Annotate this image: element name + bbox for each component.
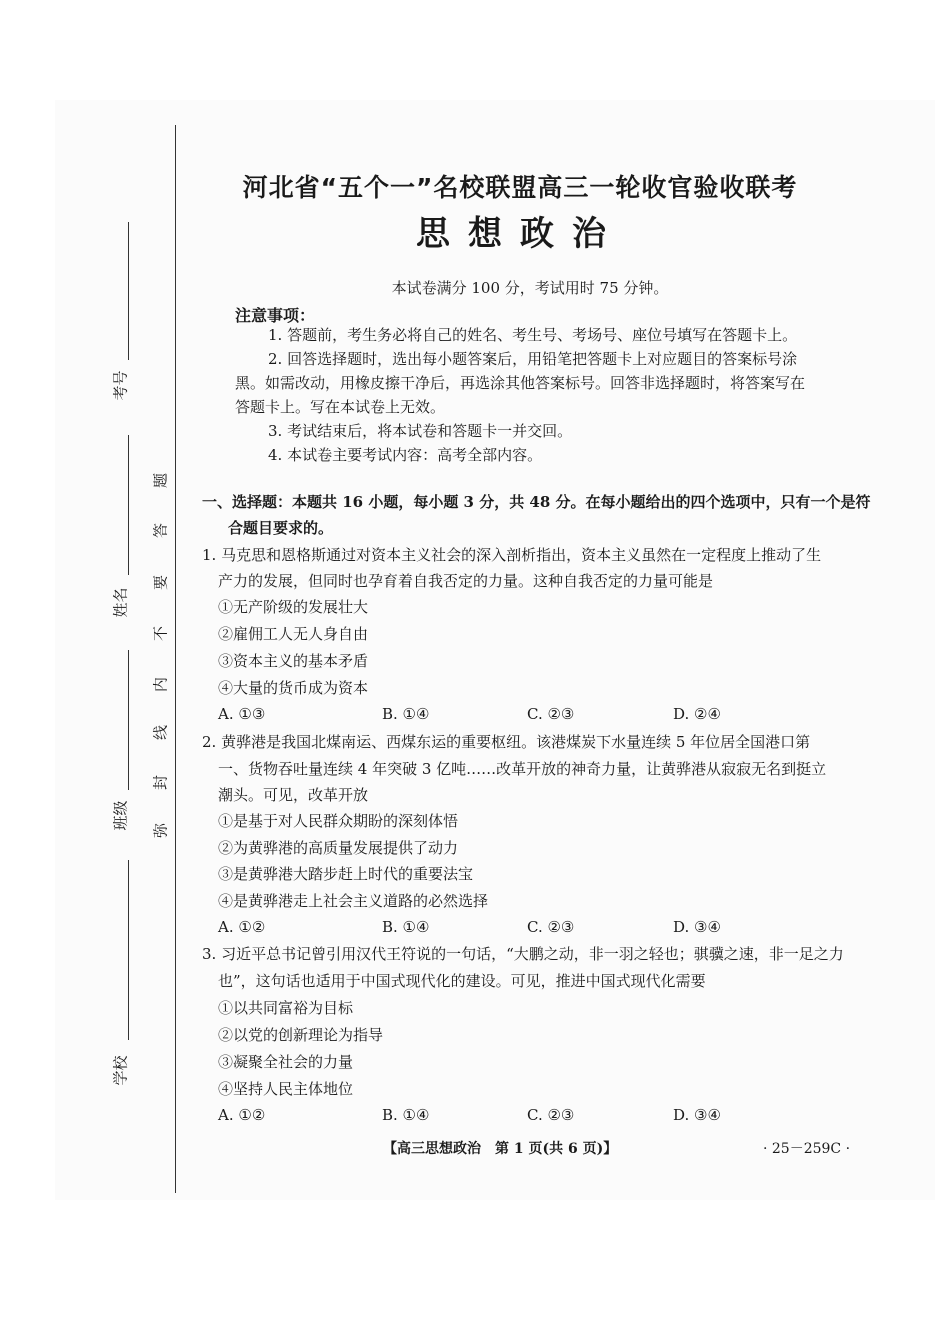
statement-item: ②为黄骅港的高质量发展提供了动力 [218, 839, 459, 857]
seal-char: 答 [151, 523, 170, 539]
note-line: 1. 答题前，考生务必将自己的姓名、考生号、考场号、座位号填写在答题卡上。 [268, 326, 798, 344]
choice-d: D. ③④ [673, 1106, 721, 1124]
note-line: 2. 回答选择题时，选出每小题答案后，用铅笔把答题卡上对应题目的答案标号涂 [268, 350, 798, 368]
statement-item: ③凝聚全社会的力量 [218, 1053, 354, 1071]
choice-a: A. ①③ [218, 705, 266, 723]
statement-item: ④坚持人民主体地位 [218, 1080, 354, 1098]
statement-item: ①无产阶级的发展壮大 [218, 598, 369, 616]
class-label: 班级 [111, 800, 130, 831]
note-line: 3. 考试结束后，将本试卷和答题卡一并交回。 [268, 422, 573, 440]
exam-no-label: 考号 [111, 370, 130, 401]
notes-heading: 注意事项： [235, 306, 316, 325]
statement-item: ①是基于对人民群众期盼的深刻体悟 [218, 812, 459, 830]
school-label: 学校 [111, 1055, 130, 1086]
choice-a: A. ①② [218, 1106, 266, 1124]
subject-title: 思想政治 [416, 214, 624, 254]
question-stem: 3. 习近平总书记曾引用汉代王符说的一句话，“大鹏之动，非一羽之轻也；骐骥之速，非一足之力 [202, 945, 844, 963]
choice-d: D. ②④ [673, 705, 721, 723]
choice-a: A. ①② [218, 918, 266, 936]
question-stem: 产力的发展，但同时也孕育着自我否定的力量。这种自我否定的力量可能是 [218, 572, 714, 590]
question-stem: 也”，这句话也适用于中国式现代化的建设。可见，推进中国式现代化需要 [218, 972, 706, 990]
seal-char: 不 [151, 626, 170, 642]
choice-d: D. ③④ [673, 918, 721, 936]
question-stem: 潮头。可见，改革开放 [218, 786, 369, 804]
question-stem: 一、货物吞吐量连续 4 年突破 3 亿吨……改革开放的神奇力量，让黄骅港从寂寂无名到挺立 [218, 760, 827, 778]
class-rule [128, 650, 129, 790]
name-rule [128, 435, 129, 575]
question-stem: 2. 黄骅港是我国北煤南运、西煤东运的重要枢纽。该港煤炭下水量连续 5 年位居全国港口第 [202, 733, 811, 751]
exam-info: 本试卷满分 100 分，考试用时 75 分钟。 [391, 279, 669, 297]
seal-char: 弥 [151, 823, 170, 839]
choice-b: B. ①④ [382, 705, 430, 723]
note-line: 4. 本试卷主要考试内容：高考全部内容。 [268, 446, 543, 464]
seal-char: 题 [151, 473, 170, 489]
exam-title: 河北省“五个一”名校联盟高三一轮收官验收联考 [242, 173, 798, 202]
page-footer: 【高三思想政治 第 1 页(共 6 页)】 [383, 1141, 618, 1157]
school-rule [128, 860, 129, 1040]
statement-item: ②雇佣工人无人身自由 [218, 625, 369, 643]
choice-c: C. ②③ [527, 1106, 575, 1124]
choice-c: C. ②③ [527, 705, 575, 723]
page-background [55, 100, 935, 1200]
statement-item: ①以共同富裕为目标 [218, 999, 354, 1017]
statement-item: ②以党的创新理论为指导 [218, 1026, 384, 1044]
statement-item: ③是黄骅港大踏步赶上时代的重要法宝 [218, 865, 474, 883]
note-line: 答题卡上。写在本试卷上无效。 [235, 398, 446, 416]
seal-char: 要 [151, 575, 170, 591]
statement-item: ③资本主义的基本矛盾 [218, 652, 369, 670]
paper-code: · 25－259C · [763, 1141, 851, 1157]
seal-char: 内 [151, 677, 170, 693]
choice-c: C. ②③ [527, 918, 575, 936]
note-line: 黑。如需改动，用橡皮擦干净后，再选涂其他答案标号。回答非选择题时，将答案写在 [235, 374, 806, 392]
choice-b: B. ①④ [382, 1106, 430, 1124]
statement-item: ④大量的货币成为资本 [218, 679, 369, 697]
name-label: 姓名 [111, 587, 130, 618]
choice-b: B. ①④ [382, 918, 430, 936]
question-stem: 1. 马克思和恩格斯通过对资本主义社会的深入剖析指出，资本主义虽然在一定程度上推动了生 [202, 546, 822, 564]
section-heading-cont: 合题目要求的。 [228, 519, 334, 537]
binding-line [175, 125, 176, 1193]
section-heading: 一、选择题：本题共 16 小题，每小题 3 分，共 48 分。在每小题给出的四个选项中，只有一个是符 [202, 493, 871, 511]
statement-item: ④是黄骅港走上社会主义道路的必然选择 [218, 892, 489, 910]
seal-char: 封 [151, 775, 170, 791]
exam-no-rule [128, 222, 129, 360]
seal-char: 线 [151, 725, 170, 741]
